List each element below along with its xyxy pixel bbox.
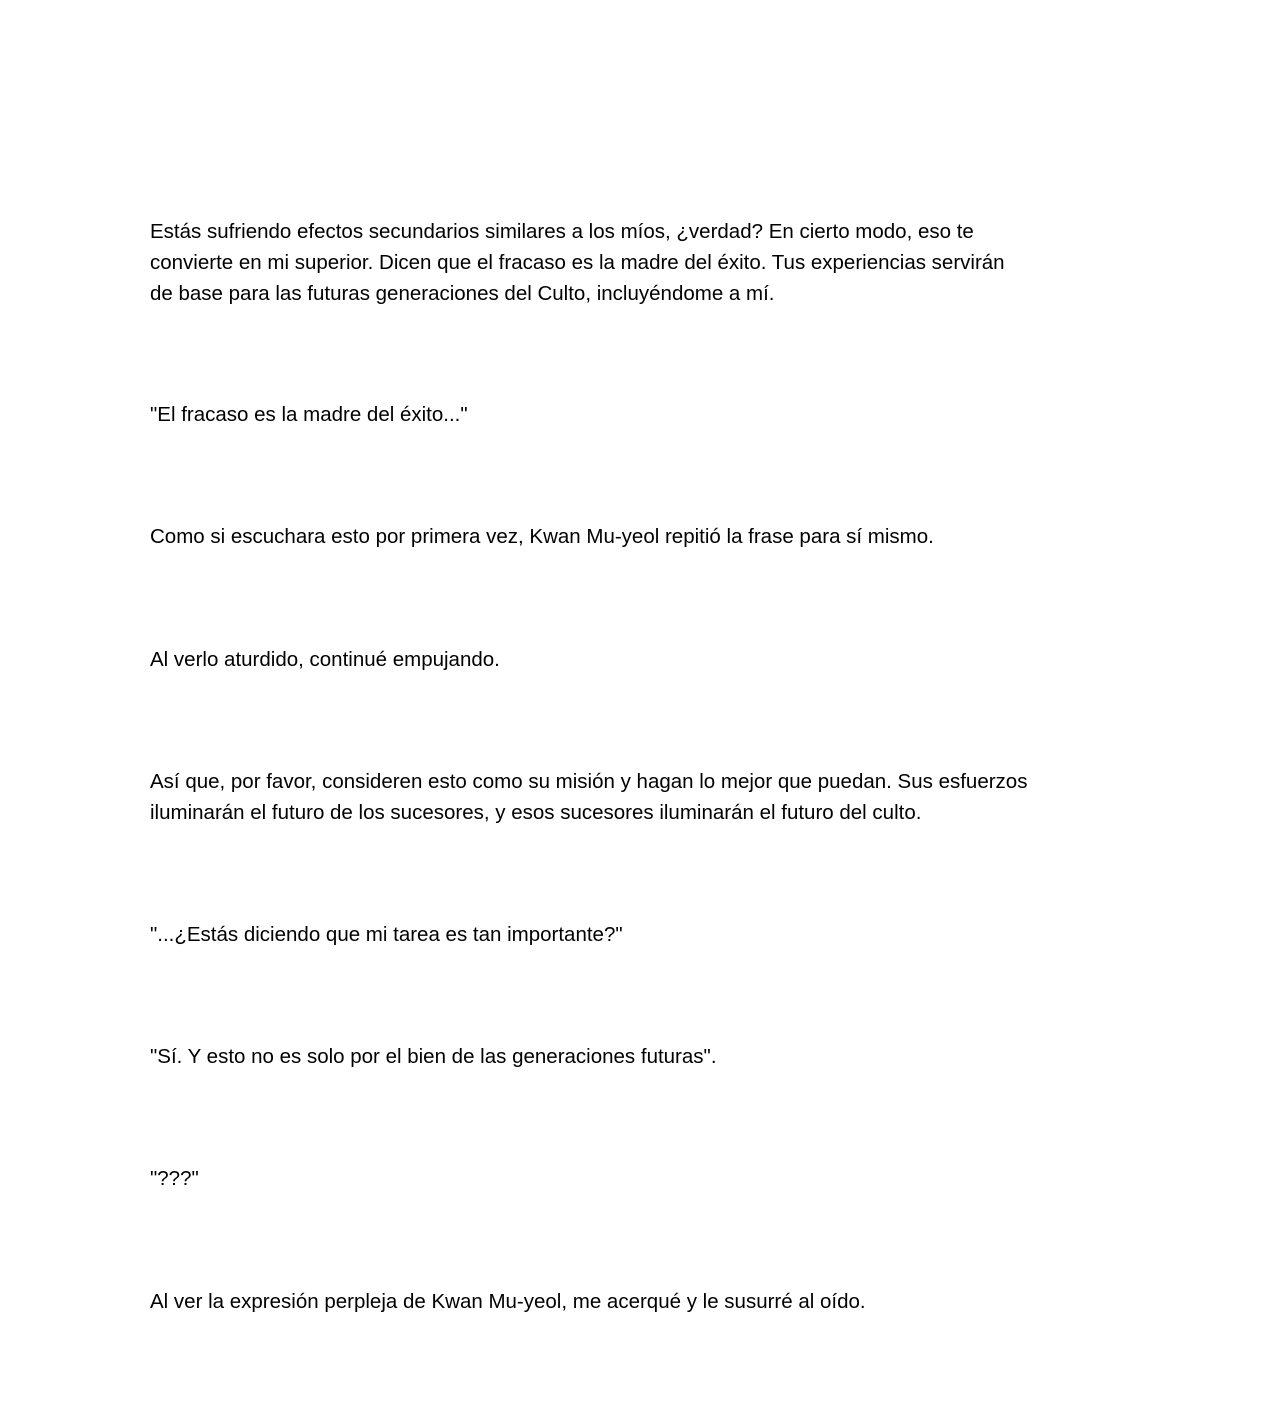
paragraph-line: "El fracaso es la madre del éxito..." [150, 403, 468, 426]
paragraph-6 [150, 919, 1140, 950]
paragraph-4 [150, 644, 1140, 675]
paragraph-line: convierte en mi superior. Dicen que el fracaso es la madre del éxito. Tus experiencias servirán [150, 251, 1005, 274]
paragraph-line: "...¿Estás diciendo que mi tarea es tan importante?" [150, 923, 623, 946]
paragraph-line: "???" [150, 1167, 199, 1190]
paragraph-line: Estás sufriendo efectos secundarios similares a los míos, ¿verdad? En cierto modo, eso te [150, 220, 974, 243]
paragraph-8 [150, 1163, 1140, 1194]
paragraph-line: Así que, por favor, consideren esto como su misión y hagan lo mejor que puedan. Sus esfuerzos [150, 770, 1028, 793]
paragraph-line: Al verlo aturdido, continué empujando. [150, 648, 500, 671]
paragraph-7 [150, 1041, 1140, 1072]
paragraph-5 [150, 766, 1140, 828]
paragraph-3 [150, 521, 1140, 552]
paragraph-line: "Sí. Y esto no es solo por el bien de las generaciones futuras". [150, 1045, 717, 1068]
paragraph-2 [150, 399, 1140, 430]
paragraph-line: de base para las futuras generaciones del Culto, incluyéndome a mí. [150, 282, 775, 305]
paragraph-line: Al ver la expresión perpleja de Kwan Mu-yeol, me acerqué y le susurré al oído. [150, 1290, 866, 1313]
paragraph-line: Como si escuchara esto por primera vez, Kwan Mu-yeol repitió la frase para sí mismo. [150, 525, 934, 548]
paragraph-1 [150, 216, 1140, 309]
paragraph-line: iluminarán el futuro de los sucesores, y esos sucesores iluminarán el futuro del culto. [150, 801, 922, 824]
paragraph-9 [150, 1286, 1140, 1317]
